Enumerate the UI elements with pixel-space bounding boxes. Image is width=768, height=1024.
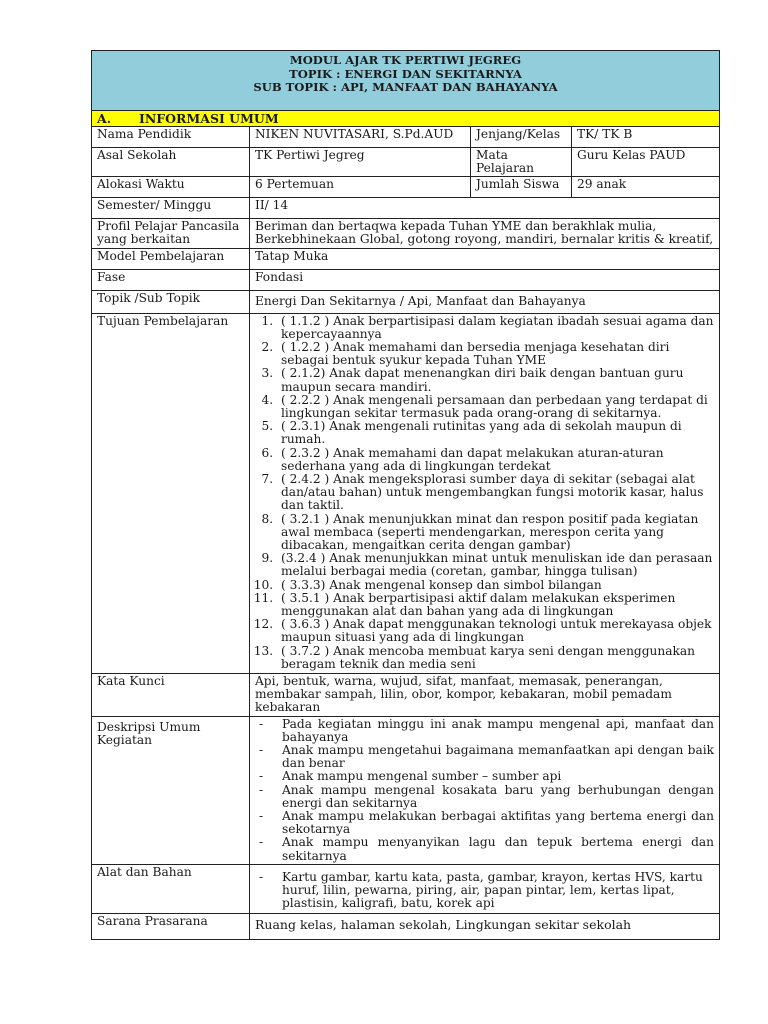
row-semester bbox=[92, 198, 720, 219]
row-fase bbox=[92, 269, 720, 290]
label-alokasi-waktu: Alokasi Waktu bbox=[92, 177, 250, 198]
value-topik: Energi Dan Sekitarnya / Api, Manfaat dan Bahayanya bbox=[250, 290, 720, 313]
value-kata-kunci: Api, bentuk, warna, wujud, sifat, manfaat, memasak, penerangan, membakar sampah, lilin, obor, kompor, kebakaran, mobil pemadam kebakaran bbox=[250, 674, 720, 717]
label-tujuan: Tujuan Pembelajaran bbox=[92, 313, 250, 673]
label-semester: Semester/ Minggu bbox=[92, 198, 250, 219]
row-asal-sekolah bbox=[92, 147, 720, 176]
module-document bbox=[91, 50, 719, 940]
row-profil bbox=[92, 219, 720, 248]
alat-bahan-item: - Kartu gambar, kartu kata, pasta, gambar, krayon, kertas HVS, kartu huruf, lilin, pewarna, piring, air, papan pintar, lem, kertas lipat, plastisin, kaligrafi, batu, korek api bbox=[255, 871, 714, 911]
tujuan-item: 7. ( 2.4.2 ) Anak mengeksplorasi sumber daya di sekitar (sebagai alat dan/atau bahan) untuk mengembangkan fungsi motorik kasar, halus dan taktil. bbox=[277, 473, 714, 513]
label-fase: Fase bbox=[92, 269, 250, 290]
section-title: INFORMASI UMUM bbox=[139, 110, 279, 126]
label-asal-sekolah: Asal Sekolah bbox=[92, 147, 250, 176]
section-a-heading bbox=[92, 110, 720, 126]
value-semester: II/ 14 bbox=[250, 198, 720, 219]
section-a-row bbox=[92, 110, 720, 126]
deskripsi-item: - Anak mampu mengenal sumber – sumber api bbox=[255, 770, 714, 783]
tujuan-item: 9. (3.2.4 ) Anak menunjukkan minat untuk menuliskan ide dan perasaan melalui berbagai media (coretan, gambar, hingga tulisan) bbox=[277, 552, 714, 578]
header-topic: TOPIK : ENERGI DAN SEKITARNYA bbox=[289, 66, 522, 81]
value-deskripsi bbox=[250, 716, 720, 864]
row-kata-kunci bbox=[92, 674, 720, 717]
label-kata-kunci: Kata Kunci bbox=[92, 674, 250, 717]
label-mata-pelajaran: Mata Pelajaran bbox=[471, 147, 572, 176]
label-model: Model Pembelajaran bbox=[92, 248, 250, 269]
value-fase: Fondasi bbox=[250, 269, 720, 290]
value-nama-pendidik: NIKEN NUVITASARI, S.Pd.AUD bbox=[250, 126, 471, 147]
tujuan-item: 1. ( 1.1.2 ) Anak berpartisipasi dalam kegiatan ibadah sesuai agama dan kepercayaannya bbox=[277, 315, 714, 341]
value-sarana: Ruang kelas, halaman sekolah, Lingkungan sekitar sekolah bbox=[250, 914, 720, 940]
row-sarana bbox=[92, 914, 720, 940]
value-model: Tatap Muka bbox=[250, 248, 720, 269]
row-topik bbox=[92, 290, 720, 313]
tujuan-item: 2. ( 1.2.2 ) Anak memahami dan bersedia menjaga kesehatan diri sebagai bentuk syukur kepada Tuhan YME bbox=[277, 341, 714, 367]
tujuan-item: 5. ( 2.3.1) Anak mengenali rutinitas yang ada di sekolah maupun di rumah. bbox=[277, 420, 714, 446]
tujuan-item: 13. ( 3.7.2 ) Anak mencoba membuat karya seni dengan menggunakan beragam teknik dan media seni bbox=[277, 645, 714, 671]
label-profil: Profil Pelajar Pancasila yang berkaitan bbox=[92, 219, 250, 248]
header-row bbox=[92, 51, 720, 111]
row-deskripsi bbox=[92, 716, 720, 864]
module-header bbox=[92, 51, 720, 111]
label-topik: Topik /Sub Topik bbox=[92, 290, 250, 313]
value-alokasi-waktu: 6 Pertemuan bbox=[250, 177, 471, 198]
deskripsi-item: - Pada kegiatan minggu ini anak mampu mengenal api, manfaat dan bahayanya bbox=[255, 718, 714, 744]
tujuan-item: 8. ( 3.2.1 ) Anak menunjukkan minat dan respon positif pada kegiatan awal membaca (seperti mendengarkan, merespon cerita yang dibacakan, mengaitkan cerita dengan gambar) bbox=[277, 513, 714, 553]
tujuan-item: 4. ( 2.2.2 ) Anak mengenali persamaan dan perbedaan yang terdapat di lingkungan sekitar termasuk pada orang-orang di sekitarnya. bbox=[277, 394, 714, 420]
tujuan-list bbox=[255, 315, 714, 671]
deskripsi-list bbox=[255, 718, 714, 863]
label-jenjang: Jenjang/Kelas bbox=[471, 126, 572, 147]
tujuan-item: 6. ( 2.3.2 ) Anak memahami dan dapat melakukan aturan-aturan sederhana yang ada di lingkungan terdekat bbox=[277, 447, 714, 473]
label-jumlah-siswa: Jumlah Siswa bbox=[471, 177, 572, 198]
info-table bbox=[91, 50, 720, 940]
alat-bahan-list bbox=[255, 871, 714, 911]
value-alat-bahan bbox=[250, 864, 720, 914]
value-jenjang: TK/ TK B bbox=[572, 126, 720, 147]
tujuan-item: 12. ( 3.6.3 ) Anak dapat menggunakan teknologi untuk merekayasa objek maupun situasi yang ada di lingkungan bbox=[277, 618, 714, 644]
header-subtopic: SUB TOPIK : API, MANFAAT DAN BAHAYANYA bbox=[253, 80, 558, 94]
header-title: MODUL AJAR TK PERTIWI JEGREG bbox=[289, 53, 522, 67]
row-tujuan bbox=[92, 313, 720, 673]
deskripsi-item: - Anak mampu mengenal kosakata baru yang berhubungan dengan energi dan sekitarnya bbox=[255, 784, 714, 810]
label-sarana: Sarana Prasarana bbox=[92, 914, 250, 940]
tujuan-item: 11. ( 3.5.1 ) Anak berpartisipasi aktif dalam melakukan eksperimen menggunakan alat dan bahan yang ada di lingkungan bbox=[277, 592, 714, 618]
row-alat-bahan bbox=[92, 864, 720, 914]
tujuan-item: 3. ( 2.1.2) Anak dapat menenangkan diri baik dengan bantuan guru maupun secara mandiri. bbox=[277, 367, 714, 393]
value-tujuan bbox=[250, 313, 720, 673]
value-profil: Beriman dan bertaqwa kepada Tuhan YME dan berakhlak mulia, Berkebhinekaan Global, gotong royong, mandiri, bernalar kritis & kreatif, bbox=[250, 219, 720, 248]
value-jumlah-siswa: 29 anak bbox=[572, 177, 720, 198]
section-number: A. bbox=[97, 110, 112, 126]
row-alokasi-waktu bbox=[92, 177, 720, 198]
value-mata-pelajaran: Guru Kelas PAUD bbox=[572, 147, 720, 176]
deskripsi-item: - Anak mampu menyanyikan lagu dan tepuk bertema energi dan sekitarnya bbox=[255, 836, 714, 862]
label-nama-pendidik: Nama Pendidik bbox=[92, 126, 250, 147]
row-model bbox=[92, 248, 720, 269]
deskripsi-item: - Anak mampu mengetahui bagaimana memanfaatkan api dengan baik dan benar bbox=[255, 744, 714, 770]
row-nama-pendidik bbox=[92, 126, 720, 147]
tujuan-item: 10. ( 3.3.3) Anak mengenal konsep dan simbol bilangan bbox=[277, 579, 714, 592]
label-deskripsi: Deskripsi Umum Kegiatan bbox=[92, 716, 250, 864]
value-asal-sekolah: TK Pertiwi Jegreg bbox=[250, 147, 471, 176]
label-alat-bahan: Alat dan Bahan bbox=[92, 864, 250, 914]
deskripsi-item: - Anak mampu melakukan berbagai aktifitas yang bertema energi dan sekotarnya bbox=[255, 810, 714, 836]
